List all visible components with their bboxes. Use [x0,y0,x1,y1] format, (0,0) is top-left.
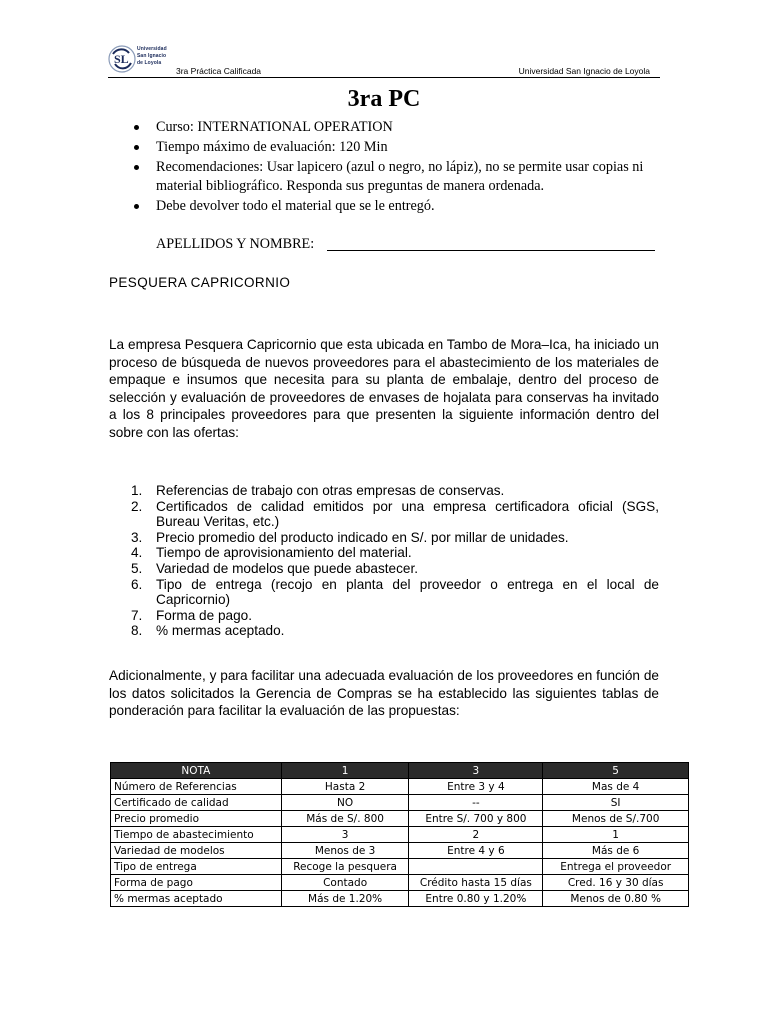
case-title: PESQUERA CAPRICORNIO [109,275,291,290]
table-cell: Certificado de calidad [111,795,282,811]
table-cell: Número de Referencias [111,779,282,795]
bullet-icon [134,204,139,209]
name-field-line [327,250,655,251]
list-item: 7. Forma de pago. [131,607,252,623]
logo-wordmark: Universidad San Ignacio de Loyola [137,46,167,66]
table-row [111,795,689,811]
bullet-icon [134,165,139,170]
instructions-list [134,118,664,217]
table-cell [409,859,543,875]
table-row [111,859,689,875]
table-cell: Contado [281,875,409,891]
table-cell: SI [543,795,689,811]
table-cell: Variedad de modelos [111,843,282,859]
table-header: 1 [281,763,409,779]
table-row [111,843,689,859]
table-cell: Más de 6 [543,843,689,859]
table-cell: 3 [281,827,409,843]
case-paragraph-intro: La empresa Pesquera Capricornio que esta ubicada en Tambo de Mora–Ica, ha iniciado un proceso de búsqueda de nuevos proveedores para el abastecimiento de los materiales de empaque e insumos que necesita para su planta de embalaje, dentro del proceso de selección y evaluación de proveedores de envases de hojalata para conservas ha invitado a los 8 principales proveedores para que presenten la siguiente información dentro del sobre con las ofertas: [109,337,659,440]
header-course-label: 3ra Práctica Calificada [176,66,262,76]
list-item: 8. % mermas aceptado. [131,623,285,639]
instruction-item: Debe devolver todo el material que se le entregó. [134,197,664,216]
instruction-item: Recomendaciones: Usar lapicero (azul o negro, no lápiz), no se permite usar copias ni material bibliográfico. Responda sus preguntas de manera ordenada. [134,158,664,196]
header-divider [108,77,660,78]
table-cell: NO [281,795,409,811]
table-cell: Menos de 3 [281,843,409,859]
table-header: NOTA [111,763,282,779]
list-item: 4. Tiempo de aprovisionamiento del material. [131,545,412,561]
list-item: 2. Certificados de calidad emitidos por una empresa certificadora oficial (SGS, Bureau Veritas, etc.) [131,498,659,530]
table-cell: Más de 1.20% [281,891,409,907]
table-cell: % mermas aceptado [111,891,282,907]
table-cell: Forma de pago [111,875,282,891]
list-item: 5. Variedad de modelos que puede abastecer. [131,560,418,576]
table-cell: Crédito hasta 15 días [409,875,543,891]
table-cell: Entre 4 y 6 [409,843,543,859]
case-paragraph-weighting: Adicionalmente, y para facilitar una adecuada evaluación de los proveedores en función de los datos solicitados la Gerencia de Compras se ha establecido las siguientes tablas de ponderación para facilitar la evaluación de las propuestas: [109,668,659,718]
table-cell: Hasta 2 [281,779,409,795]
instruction-item: Tiempo máximo de evaluación: 120 Min [134,138,664,157]
table-cell: Entrega el proveedor [543,859,689,875]
weighting-table [110,762,689,907]
table-cell: Mas de 4 [543,779,689,795]
table-cell: Recoge la pesquera [281,859,409,875]
table-cell: Tiempo de abastecimiento [111,827,282,843]
svg-text:SL: SL [114,52,129,66]
list-item: 6. Tipo de entrega (recojo en planta del proveedor o entrega en el local de Capricornio) [131,576,659,608]
instruction-item: Curso: INTERNATIONAL OPERATION [134,118,664,137]
table-row [111,811,689,827]
header-university-name: Universidad San Ignacio de Loyola [518,66,650,76]
table-cell: 1 [543,827,689,843]
table-cell: Precio promedio [111,811,282,827]
table-cell: -- [409,795,543,811]
table-row [111,891,689,907]
list-item: 1. Referencias de trabajo con otras empresas de conservas. [131,483,505,498]
table-row [111,779,689,795]
table-cell: 2 [409,827,543,843]
table-cell: Tipo de entrega [111,859,282,875]
table-cell: Entre S/. 700 y 800 [409,811,543,827]
table-row [111,827,689,843]
bullet-icon [134,125,139,130]
table-cell: Cred. 16 y 30 días [543,875,689,891]
table-header: 5 [543,763,689,779]
table-row [111,875,689,891]
table-cell: Más de S/. 800 [281,811,409,827]
requirements-list [109,483,659,639]
name-field-label: APELLIDOS Y NOMBRE: [156,236,315,252]
table-cell: Menos de S/.700 [543,811,689,827]
table-cell: Entre 0.80 y 1.20% [409,891,543,907]
table-cell: Entre 3 y 4 [409,779,543,795]
table-cell: Menos de 0.80 % [543,891,689,907]
table-header-row [111,763,689,779]
bullet-icon [134,145,139,150]
page-title: 3ra PC [347,86,421,112]
table-header: 3 [409,763,543,779]
list-item: 3. Precio promedio del producto indicado en S/. por millar de unidades. [131,529,569,545]
